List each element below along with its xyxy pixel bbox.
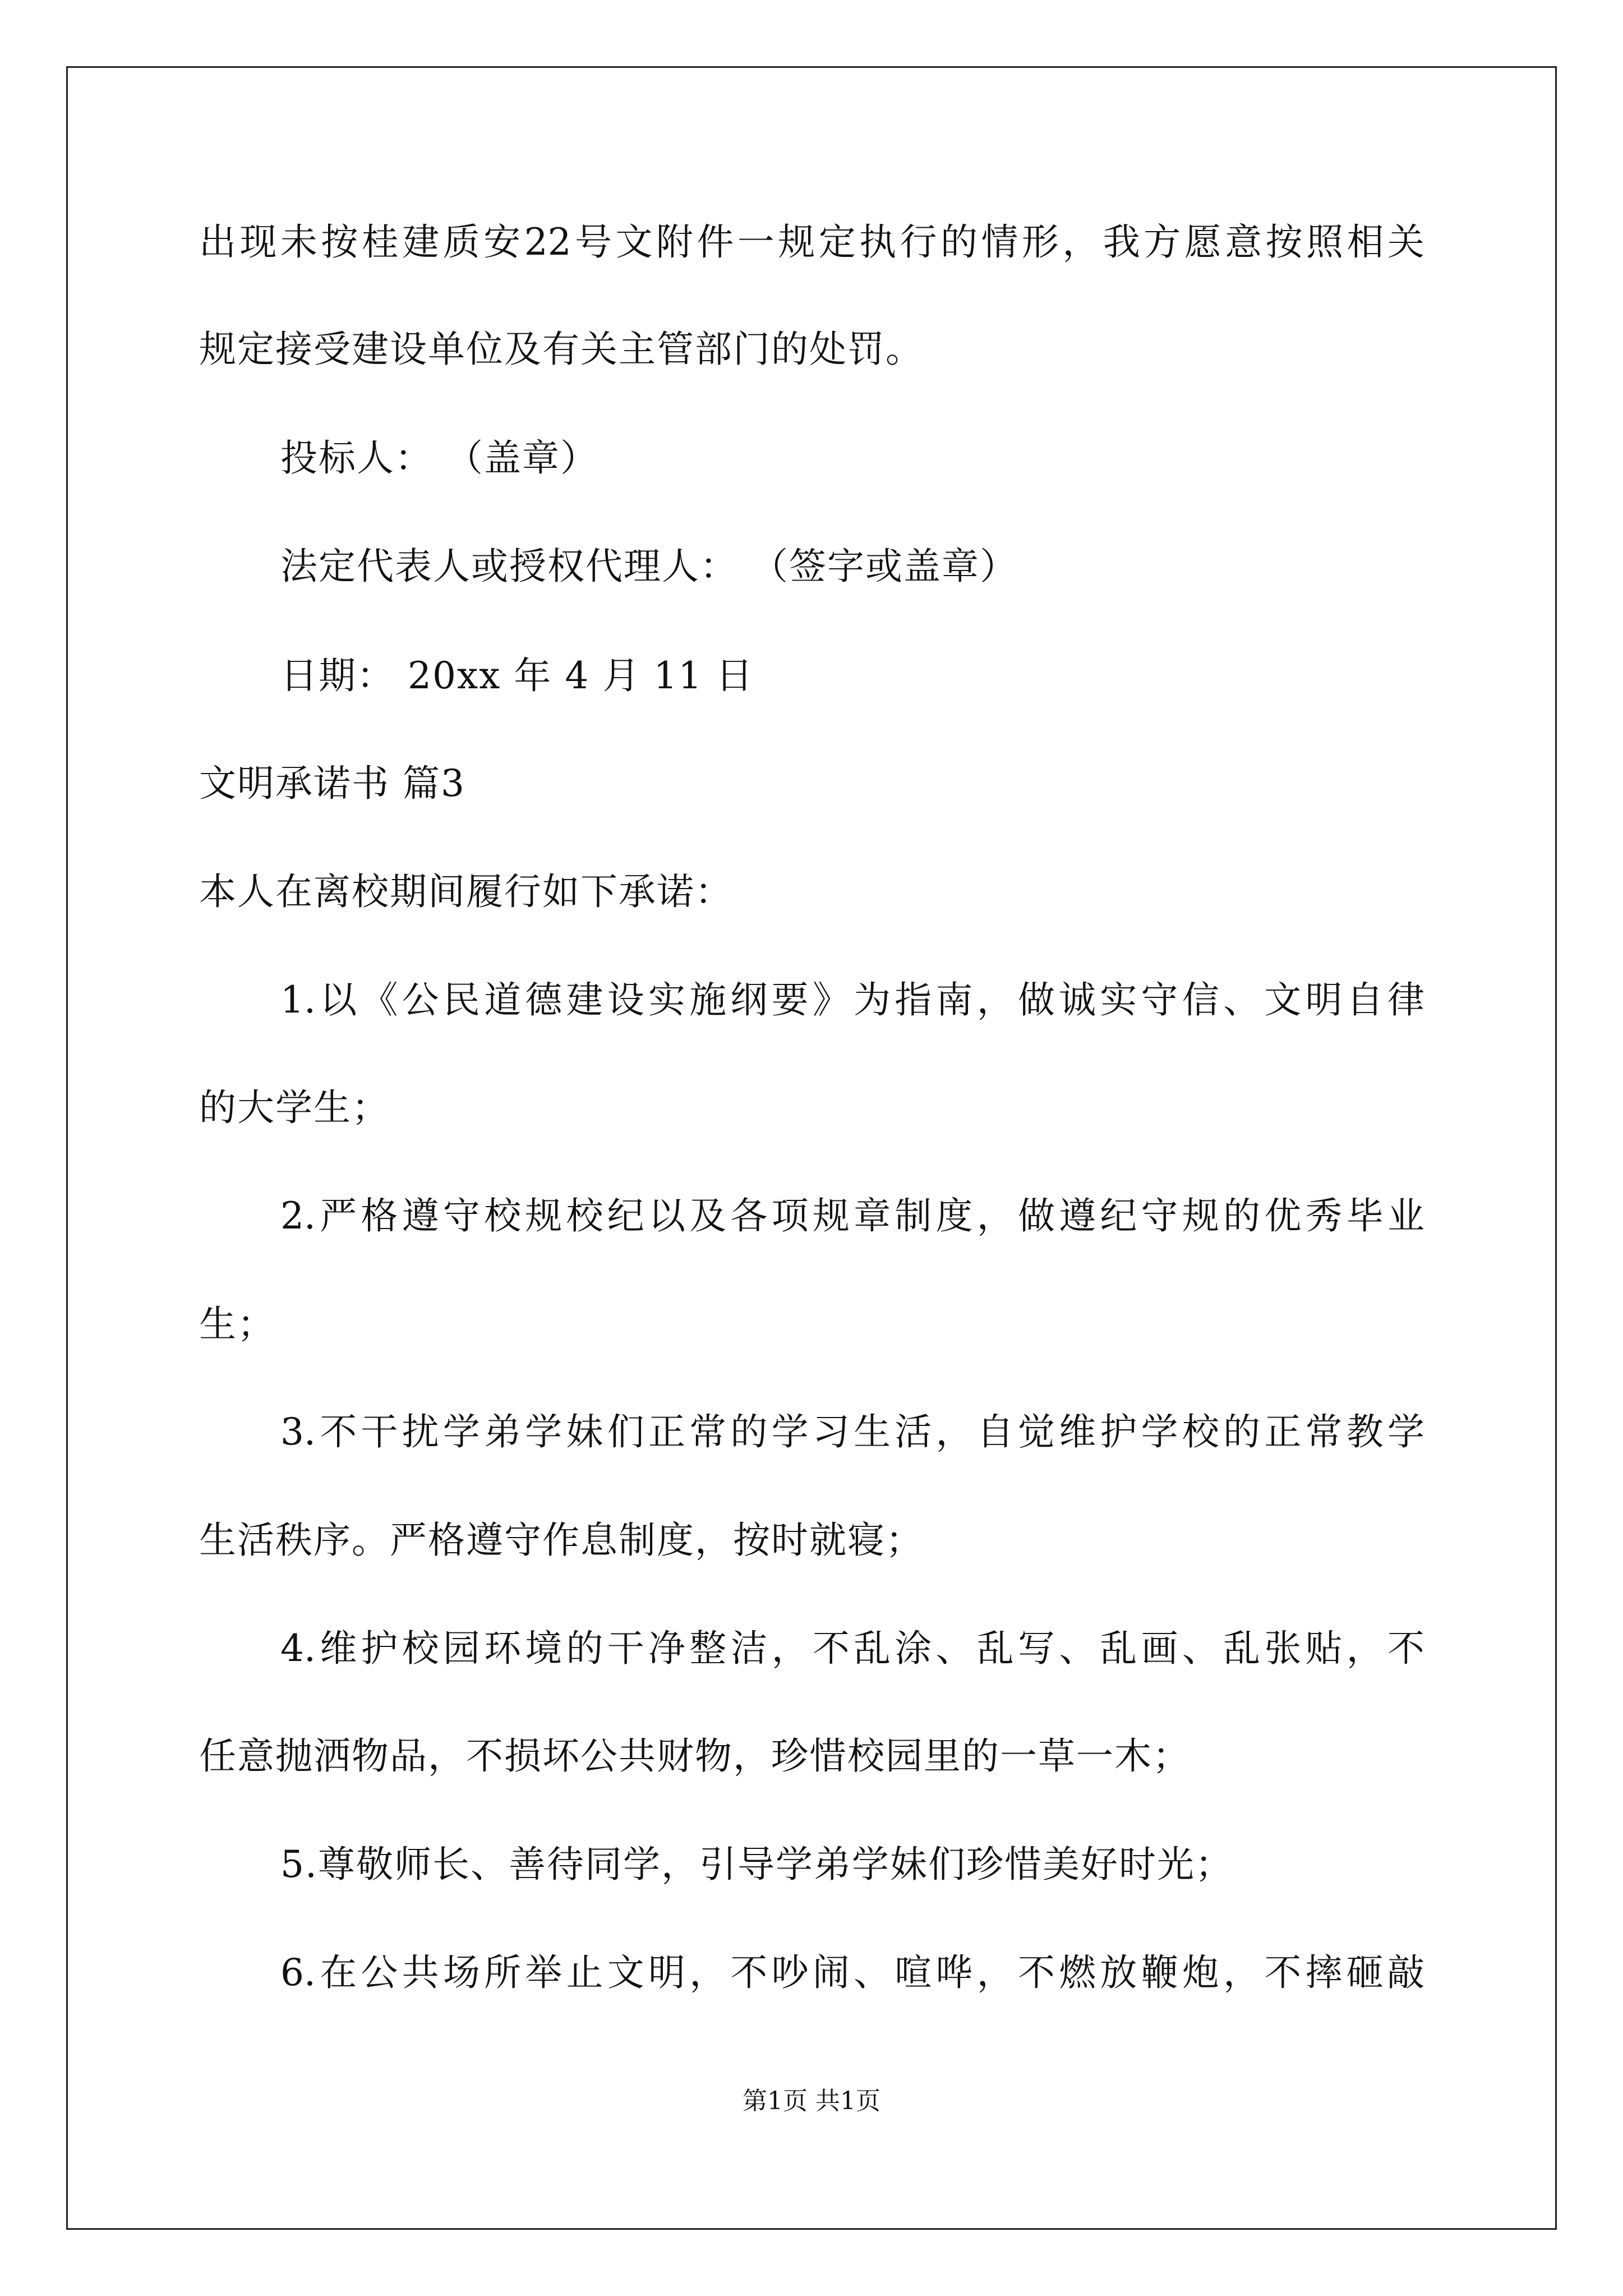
list-item-line: 3.不干扰学弟学妹们正常的学习生活，自觉维护学校的正常教学 <box>280 1410 1424 1453</box>
representative-line: 法定代表人或授权代理人： （签字或盖章） <box>280 545 1018 588</box>
list-item-line: 5.尊敬师长、善待同学，引导学弟学妹们珍惜美好时光； <box>280 1843 1233 1886</box>
list-item-line: 生活秩序。严格遵守作息制度，按时就寝； <box>199 1519 924 1562</box>
list-item-line: 2.严格遵守校规校纪以及各项规章制度，做遵纪守规的优秀毕业 <box>280 1194 1424 1237</box>
list-item-line: 任意抛洒物品，不损坏公共财物，珍惜校园里的一草一木； <box>199 1734 1191 1778</box>
paragraph-line: 出现未按桂建质安22号文附件一规定执行的情形，我方愿意按照相关 <box>199 220 1424 264</box>
page-border <box>66 66 1557 2230</box>
section-heading: 文明承诺书 篇3 <box>199 762 465 805</box>
bidder-line: 投标人： （盖章） <box>280 436 598 480</box>
list-item-line: 生； <box>199 1303 275 1346</box>
paragraph-line: 规定接受建设单位及有关主管部门的处罚。 <box>199 328 924 371</box>
list-item-line: 的大学生； <box>199 1086 390 1129</box>
date-line: 日期： 20xx 年 4 月 11 日 <box>280 654 754 697</box>
list-item-line: 1.以《公民道德建设实施纲要》为指南，做诚实守信、文明自律 <box>280 978 1424 1022</box>
list-item-line: 4.维护校园环境的干净整洁，不乱涂、乱写、乱画、乱张贴，不 <box>280 1627 1424 1670</box>
page-footer: 第1页 共1页 <box>743 2087 880 2115</box>
list-item-line: 6.在公共场所举止文明，不吵闹、喧哗，不燃放鞭炮，不摔砸敲 <box>280 1951 1424 1994</box>
intro-line: 本人在离校期间履行如下承诺： <box>199 870 733 913</box>
